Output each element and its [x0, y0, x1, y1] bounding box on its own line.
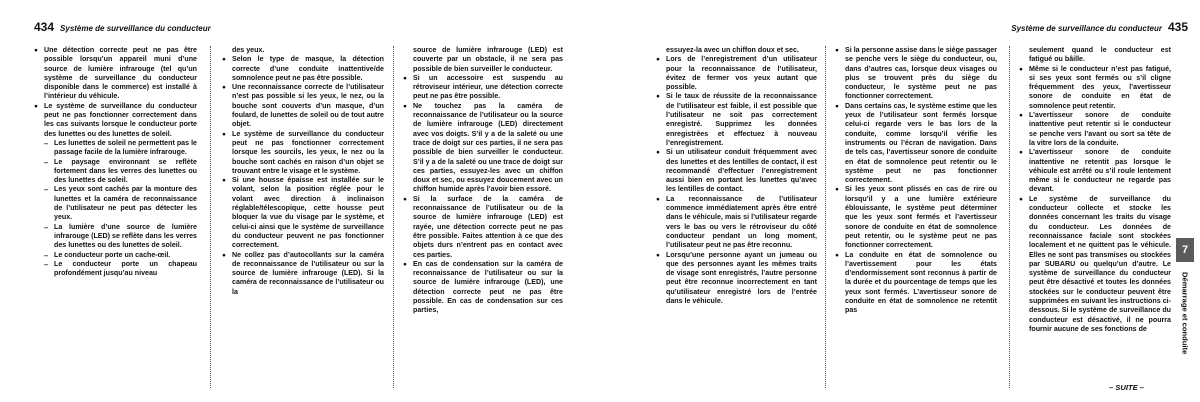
- right-page: [600, 0, 1200, 402]
- bullet-paragraph: ● L’avertisseur sonore de conduite inattentive peut retentir si le conducteur se penche vers l’avant ou sort sa tête de la vitre lors de la conduite.: [1019, 111, 1171, 148]
- running-title: Système de surveillance du conducteur: [1011, 24, 1162, 33]
- bullet-paragraph: ● Si une housse épaisse est installée sur le volant, selon la position réglée pour le volant avec direction à inclinaison réglable/télescopique, cette housse peut bloquer la vue du visage par le système, et celui-ci ainsi que le système de surveillance du conducteur peuvent ne pas fonctionner correctement.: [222, 176, 384, 250]
- right-page-header: [1005, 20, 1188, 38]
- bullet-paragraph: ● La conduite en état de somnolence ou l’avertissement pour les états d’endormissement sont reconnus à partir de la durée et du pourcentage de temps que les yeux sont fermés. L’avertisseur sonore de conduite en état de somnolence ne retentit pas: [835, 251, 997, 316]
- bullet-paragraph: ● Le système de surveillance du conducteur peut ne pas fonctionner correctement lorsque les sourcils, les yeux, le nez ou la bouche sont cachés en raison d’un objet se trouvant entre le visage et le système.: [222, 130, 384, 176]
- text-column: [34, 46, 197, 394]
- dash-paragraph: – Le paysage environnant se reflète fortement dans les verres des lunettes ou des lunettes de soleil.: [44, 158, 197, 186]
- continued-marker: – SUITE –: [1108, 383, 1144, 392]
- bullet-paragraph: ● Une détection correcte peut ne pas être possible lorsqu’un appareil muni d’une source de lumière infrarouge (tel qu’un système de surveillance du conducteur disponible dans le commerce) est installé à l’intérieur du véhicule.: [34, 46, 197, 102]
- column-divider: [825, 46, 826, 388]
- bullet-paragraph: ● Le système de surveillance du conducteur collecte et stocke les données concernant les traits du visage du conducteur. Les données de reconnaissance faciale sont stockées localement et ne quittent pas le véhicule. Elles ne sont pas transmises ou stockées par SUBARU ou quelqu’un d’autre. Le système de surveillance du conducteur peut être désactivé et toutes les données stockées sur le conducteur peuvent être supprimées en suivant les instructions ci-dessous. Si le système de surveillance du conducteur est désactivé, il ne pourra fournir aucune de ses fonctions de: [1019, 195, 1171, 334]
- bullet-paragraph: ● La reconnaissance de l’utilisateur commence immédiatement après être entré dans le véhicule, mais si l’utilisateur regarde vers le bas ou vers le rétroviseur du côté conducteur pendant un long moment, l’utilisateur peut ne pas être reconnu.: [656, 195, 817, 251]
- bullet-paragraph: ● Dans certains cas, le système estime que les yeux de l’utilisateur sont fermés lorsque celui-ci regarde vers le bas lors de la conduite, comme lorsqu’il vérifie les instruments ou l’écran de navigation. Dans de tels cas, l’avertisseur sonore de conduite en état de somnolence peut retentir ou le système peut ne pas fonctionner correctement.: [835, 102, 997, 186]
- bullet-paragraph: ● Selon le type de masque, la détection correcte d’une conduite inattentive/de somnolence peut ne pas être possible.: [222, 55, 384, 83]
- bullet-paragraph: ● Si un utilisateur conduit fréquemment avec des lunettes et des lentilles de contact, il est recommandé d’effectuer l’enregistrement aussi bien en portant les lunettes qu’avec les lentilles de contact.: [656, 148, 817, 194]
- dash-paragraph: – Le conducteur porte un cache-œil.: [44, 251, 197, 260]
- column-divider: [393, 46, 394, 388]
- bullet-paragraph: ● Le système de surveillance du conducteur peut ne pas fonctionner correctement dans les cas suivants lorsque le conducteur porte des lunettes ou des lunettes de soleil.: [34, 102, 197, 139]
- bullet-paragraph: ● Si le taux de réussite de la reconnaissance de l’utilisateur est faible, il est possible que l’utilisateur ne soit pas correctement enregistré. Supprimez les données enregistrées et effectuez à nouveau l’enregistrement.: [656, 92, 817, 148]
- dash-paragraph: – Les lunettes de soleil ne permettent pas le passage facile de la lumière infrarouge.: [44, 139, 197, 158]
- continued-paragraph: essuyez-la avec un chiffon doux et sec.: [666, 46, 799, 54]
- text-column: [403, 46, 563, 394]
- running-title: Système de surveillance du conducteur: [60, 24, 211, 33]
- text-column: [835, 46, 997, 394]
- text-column: [222, 46, 384, 394]
- bullet-paragraph: ● En cas de condensation sur la caméra de reconnaissance de l’utilisateur ou sur la source de lumière infrarouge (LED), une détection correcte peut ne pas être possible. En cas de condensation sur ces parties,: [403, 260, 563, 316]
- page-number: 434: [34, 20, 55, 34]
- dash-paragraph: – Les yeux sont cachés par la monture des lunettes et la caméra de reconnaissance de l’utilisateur ne peut pas détecter les yeux.: [44, 185, 197, 222]
- chapter-tab: 7: [1176, 238, 1194, 262]
- continued-paragraph: seulement quand le conducteur est fatigué ou bâille.: [1029, 46, 1171, 64]
- bullet-paragraph: ● Si la surface de la caméra de reconnaissance de l’utilisateur ou de la source de lumière infrarouge (LED) est rayée, une détection correcte peut ne pas être possible. Faites attention à ce que des objets durs n’entrent pas en contact avec ces parties.: [403, 195, 563, 260]
- chapter-tab-label: Démarrage et conduite: [1180, 271, 1190, 355]
- bullet-paragraph: ● Lors de l’enregistrement d’un utilisateur pour la reconnaissance de l’utilisateur, évitez de fermer vos yeux autant que possible.: [656, 55, 817, 92]
- bullet-paragraph: ● Si un accessoire est suspendu au rétroviseur intérieur, une détection correcte peut ne pas être possible.: [403, 74, 563, 102]
- column-divider: [1009, 46, 1010, 388]
- continued-paragraph: des yeux.: [232, 46, 265, 54]
- left-page-header: [34, 20, 217, 38]
- bullet-paragraph: ● Une reconnaissance correcte de l’utilisateur n’est pas possible si les yeux, le nez, ou la bouche sont couverts d’un masque, d’un foulard, de lunettes de soleil ou de tout autre objet.: [222, 83, 384, 129]
- bullet-paragraph: ● Ne collez pas d’autocollants sur la caméra de reconnaissance de l’utilisateur ou sur la source de lumière infrarouge (LED). Si la caméra de reconnaissance de l’utilisateur ou la: [222, 251, 384, 297]
- column-divider: [210, 46, 211, 388]
- bullet-paragraph: ● Lorsqu’une personne ayant un jumeau ou que des personnes ayant les mêmes traits de visage sont enregistrés, l’autre personne peut être reconnue incorrectement en tant qu’utilisateur enregistré lors de l’entrée dans le véhicule.: [656, 251, 817, 307]
- page-number: 435: [1167, 20, 1188, 34]
- bullet-paragraph: ● Même si le conducteur n’est pas fatigué, si ses yeux sont fermés ou s’il cligne fréquemment des yeux, l’avertisseur sonore de conduite en état de somnolence peut retentir.: [1019, 65, 1171, 111]
- dash-paragraph: – La lumière d’une source de lumière infrarouge (LED) se reflète dans les verres des lunettes ou des lunettes de soleil.: [44, 223, 197, 251]
- bullet-paragraph: ● Si les yeux sont plissés en cas de rire ou lorsqu’il y a une lumière extérieure éblouissante, le système peut déterminer que les yeux sont fermés et l’avertisseur sonore de conduite en état de somnolence peut retentir, ou le système peut ne pas fonctionner correctement.: [835, 185, 997, 250]
- bullet-paragraph: ● Ne touchez pas la caméra de reconnaissance de l’utilisateur ou la source de lumière infrarouge (LED) directement avec vos doigts. S’il y a de la saleté ou une trace de doigt sur ces parties, il ne sera pas possible de bien surveiller le conducteur. S’il y a de la saleté ou une trace de doigt sur ces parties, essuyez-les avec un chiffon doux et sec, ou essuyez doucement avec un chiffon humide après l’avoir bien essoré.: [403, 102, 563, 195]
- text-column: [656, 46, 817, 394]
- bullet-paragraph: ● L’avertisseur sonore de conduite inattentive ne retentit pas lorsque le véhicule est arrêté ou s’il roule lentement même si le conducteur ne regarde pas devant.: [1019, 148, 1171, 194]
- bullet-paragraph: ● Si la personne assise dans le siège passager se penche vers le siège du conducteur, ou, dans d’autres cas, lorsque deux visages ou plus se trouvent près du siège du conducteur, le système peut ne pas fonctionner correctement.: [835, 46, 997, 102]
- continued-paragraph: source de lumière infrarouge (LED) est couverte par un obstacle, il ne sera pas possible de bien surveiller le conducteur.: [413, 46, 563, 73]
- text-column: [1019, 46, 1171, 394]
- dash-paragraph: – Le conducteur porte un chapeau profondément jusqu’au niveau: [44, 260, 197, 279]
